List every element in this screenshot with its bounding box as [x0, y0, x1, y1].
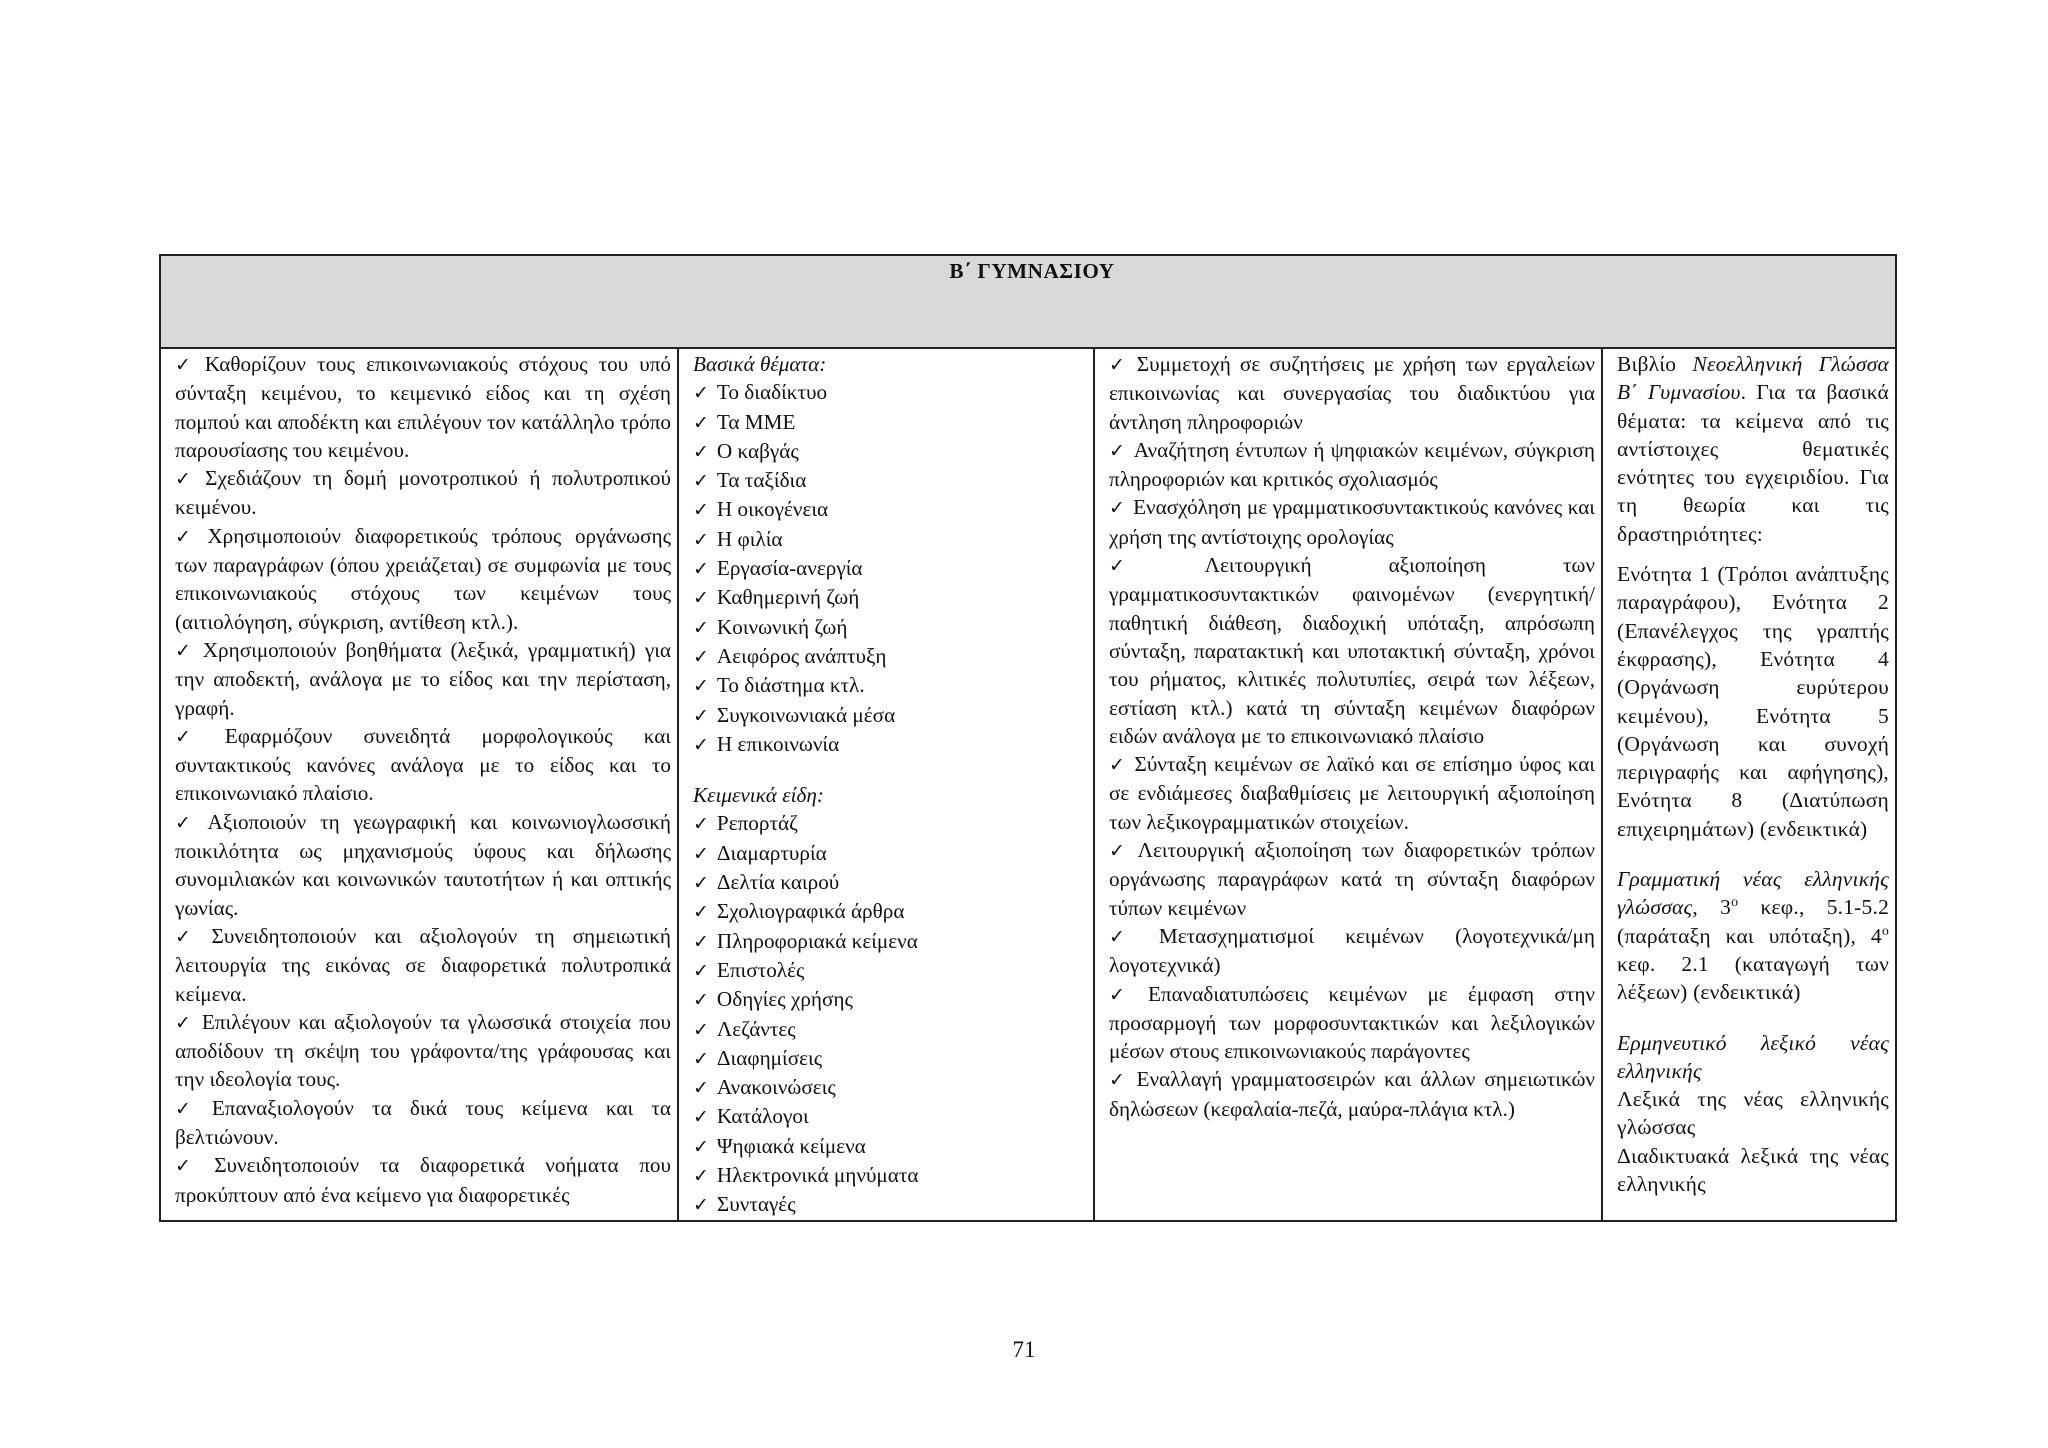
activity-item: ✓ Αναζήτηση έντυπων ή ψηφιακών κειμένων, σύγκριση πληροφοριών και κριτικός σχολιασμός [1109, 437, 1596, 492]
check-mark-icon: ✓ [693, 528, 709, 551]
units-reference: Ενότητα 1 (Τρόποι ανάπτυξης παραγράφου), Ενότητα 2 (Επανέλεγχος της γραπτής έκφρασης), Ενότητα 4 (Οργάνωση ευρύτερου κειμένου), Ενότητα 5 (Οργάνωση και συνοχή περιγραφής και αφήγησης), Ενότητα 8 (Διατύπωση επιχειρημάτων) (ενδεικτικά) [1617, 562, 1890, 841]
check-mark-icon: ✓ [175, 925, 204, 948]
check-mark-icon: ✓ [693, 1047, 709, 1070]
activity-item: ✓ Συμμετοχή σε συζητήσεις με χρήση των εργαλείων επικοινωνίας και συνεργασίας του διαδικτύου για άντληση πληροφοριών [1109, 352, 1596, 434]
check-mark-icon: ✓ [1109, 925, 1151, 948]
resources-column [1602, 348, 1896, 1221]
list-item: ✓ Αειφόρος ανάπτυξη [693, 643, 887, 668]
check-mark-icon: ✓ [693, 1194, 709, 1217]
check-mark-icon: ✓ [693, 675, 709, 698]
list-item: ✓ Εργασία-ανεργία [693, 556, 863, 581]
check-mark-icon: ✓ [693, 704, 709, 727]
list-item: ✓ Ηλεκτρονικά μηνύματα [693, 1163, 919, 1188]
list-item: ✓ Ρεπορτάζ [693, 811, 798, 836]
check-mark-icon: ✓ [693, 1106, 709, 1129]
check-mark-icon: ✓ [693, 1165, 709, 1188]
objective-item: ✓ Εφαρμόζουν συνειδητά μορφολογικούς και συντακτικούς κανόνες ανάλογα με το είδος και το επικοινωνιακό πλαίσιο. [175, 723, 671, 806]
page-number: 71 [1012, 1337, 1036, 1362]
table-header-row [160, 255, 1896, 348]
check-mark-icon: ✓ [175, 811, 200, 834]
spacer [1617, 843, 1889, 865]
check-mark-icon: ✓ [693, 616, 709, 639]
check-mark-icon: ✓ [175, 468, 198, 491]
topics-column [678, 348, 1094, 1221]
online-dictionaries-reference: Διαδικτυακά λεξικά της νέας ελληνικής [1617, 1143, 1890, 1197]
list-item: ✓ Διαφημίσεις [693, 1045, 823, 1070]
grade-title: Β΄ ΓΥΜΝΑΣΙΟΥ [160, 255, 1896, 348]
activity-item: ✓ Εναλλαγή γραμματοσειρών και άλλων σημειωτικών δηλώσεων (κεφαλαία-πεζά, μαύρα-πλάγια κτλ.) [1109, 1067, 1595, 1121]
check-mark-icon: ✓ [1109, 754, 1127, 777]
dictionary-title: Ερμηνευτικό λεξικό νέας ελληνικής [1617, 1030, 1890, 1083]
activity-item: ✓ Επαναδιατυπώσεις κειμένων με έμφαση στην προσαρμογή των μορφοσυντακτικών και λεξιλογικών μέσων στους επικοινωνιακούς παράγοντες [1109, 981, 1595, 1064]
list-item: ✓ Τα ταξίδια [693, 468, 807, 493]
check-mark-icon: ✓ [693, 411, 709, 434]
activity-item: ✓ Λειτουργική αξιοποίηση των διαφορετικών τρόπων οργάνωσης παραγράφων κατά τη σύνταξη διαφόρων τύπων κειμένων [1109, 838, 1595, 920]
objective-item: ✓ Χρησιμοποιούν βοηθήματα (λεξικά, γραμματική) για την αποδεκτή, ανάλογα με το είδος και την περίσταση, γραφή. [175, 637, 671, 720]
spacer [1617, 548, 1889, 560]
textbook-title: Νεοελληνική Γλώσσα Β΄ Γυμνασίου [1617, 352, 1889, 405]
check-mark-icon: ✓ [1109, 439, 1126, 462]
check-mark-icon: ✓ [1109, 840, 1130, 863]
curriculum-table [159, 254, 1897, 1222]
spacer [1617, 1007, 1889, 1029]
check-mark-icon: ✓ [175, 639, 195, 662]
list-item: ✓ Ο καβγάς [693, 438, 799, 463]
check-mark-icon: ✓ [175, 725, 217, 748]
check-mark-icon: ✓ [175, 1011, 194, 1034]
check-mark-icon: ✓ [693, 930, 709, 953]
check-mark-icon: ✓ [693, 645, 709, 668]
check-mark-icon: ✓ [693, 382, 709, 405]
grammar-reference: Γραμματική νέας ελληνικής γλώσσας, $3^o$ κεφ., 5.1-5.2 (παράταξη και υπόταξη), $4^o$ κεφ. 2.1 (καταγωγή των λέξεων) (ενδεικτικά) [1617, 867, 1890, 1005]
objective-item: ✓ Σχεδιάζουν τη δομή μονοτροπικού ή πολυτροπικού κειμένου. [175, 466, 671, 520]
list-item: ✓ Δελτία καιρού [693, 870, 840, 895]
basic-topics-list [693, 378, 1087, 759]
check-mark-icon: ✓ [1109, 983, 1140, 1006]
check-mark-icon: ✓ [693, 813, 709, 836]
check-mark-icon: ✓ [175, 525, 200, 548]
spacer [693, 759, 1087, 781]
activities-column [1094, 348, 1602, 1221]
check-mark-icon: ✓ [693, 959, 709, 982]
check-mark-icon: ✓ [693, 901, 709, 924]
activity-item: ✓ Ενασχόληση με γραμματικοσυντακτικούς κανόνες και χρήση της αντίστοιχης ορολογίας [1109, 495, 1596, 549]
objective-item: ✓ Επαναξιολογούν τα δικά τους κείμενα και τα βελτιώνουν. [175, 1095, 671, 1150]
list-item: ✓ Κοινωνική ζωή [693, 614, 848, 639]
genres-label: Κειμενικά είδη: [693, 783, 824, 808]
list-item: ✓ Επιστολές [693, 957, 805, 982]
objective-item: ✓ Συνειδητοποιούν τα διαφορετικά νοήματα που προκύπτουν από ένα κείμενο για διαφορετικές [175, 1153, 672, 1207]
check-mark-icon: ✓ [693, 1018, 709, 1041]
check-mark-icon: ✓ [693, 470, 709, 493]
check-mark-icon: ✓ [693, 1077, 709, 1100]
check-mark-icon: ✓ [693, 587, 709, 610]
check-mark-icon: ✓ [693, 440, 709, 463]
basic-topics-label: Βασικά θέματα: [693, 352, 827, 376]
check-mark-icon: ✓ [1109, 1069, 1129, 1092]
grammar-title: Γραμματική νέας ελληνικής γλώσσας [1617, 867, 1890, 920]
check-mark-icon: ✓ [693, 733, 709, 756]
list-item: ✓ Ανακοινώσεις [693, 1075, 836, 1100]
activity-item: ✓ Λειτουργική αξιοποίηση των γραμματικοσυντακτικών φαινομένων (ενεργητική/παθητική διάθεση, διαδοχική υπόταξη, απρόσωπη σύνταξη, παρατακτική και υποτακτική σύνταξη, χρόνοι του ρήματος, κλιτικές πολυτυπίες, σειρά των λέξεων, εστίαση κτλ.) κατά τη σύνταξη κειμένων διαφόρων ειδών ανάλογα με το επικοινωνιακό πλαίσιο [1109, 553, 1596, 748]
check-mark-icon: ✓ [1109, 354, 1129, 376]
activity-item: ✓ Σύνταξη κειμένων σε λαϊκό και σε επίσημο ύφος και σε ενδιάμεσες διαβαθμίσεις με λειτουργική αξιοποίηση των λεξικογραμματικών στοιχείων. [1109, 752, 1596, 834]
objective-item: ✓ Αξιοποιούν τη γεωγραφική και κοινωνιογλωσσική ποικιλότητα ως μηχανισμούς ύφους και δήλωσης συνομιλιακών και κοινωνικών ταυτοτήτων ή και οπτικής γωνίας. [175, 809, 671, 920]
list-item: ✓ Το διάστημα κτλ. [693, 673, 865, 698]
list-item: ✓ Η επικοινωνία [693, 731, 840, 756]
check-mark-icon: ✓ [693, 558, 709, 581]
list-item: ✓ Η φιλία [693, 526, 783, 551]
list-item: ✓ Κατάλογοι [693, 1104, 809, 1129]
check-mark-icon: ✓ [693, 989, 709, 1012]
genres-list [693, 809, 1087, 1219]
check-mark-icon: ✓ [693, 842, 709, 865]
list-item: ✓ Συνταγές [693, 1192, 796, 1217]
objective-item: ✓ Καθορίζουν τους επικοινωνιακούς στόχους του υπό σύνταξη κειμένου, το κειμενικό είδος και τη σχέση πομπού και αποδέκτη και επιλέγουν τον κατάλληλο τρόπο παρουσίασης του κειμένου. [175, 352, 672, 462]
textbook-reference: Βιβλίο Νεοελληνική Γλώσσα Β΄ Γυμνασίου. Για τα βασικά θέματα: τα κείμενα από τις αντίστοιχες θεματικές ενότητες του εγχειριδίου. Για τη θεωρία και τις δραστηριότητες: [1617, 352, 1890, 546]
objective-item: ✓ Χρησιμοποιούν διαφορετικούς τρόπους οργάνωσης των παραγράφων (όπου χρειάζεται) σε συμφωνία με τους επικοινωνιακούς στόχους των κειμένων τους (αιτιολόγηση, σύγκριση, αντίθεση κτλ.). [175, 523, 671, 634]
check-mark-icon: ✓ [693, 1135, 709, 1158]
table-content-row [160, 348, 1896, 1221]
list-item: ✓ Σχολιογραφικά άρθρα [693, 899, 905, 924]
list-item: ✓ Καθημερινή ζωή [693, 585, 860, 610]
list-item: ✓ Η οικογένεια [693, 497, 829, 522]
dictionaries-reference: Λεξικά της νέας ελληνικής γλώσσας [1617, 1087, 1890, 1140]
activity-item: ✓ Μετασχηματισμοί κειμένων (λογοτεχνικά/μη λογοτεχνικά) [1109, 923, 1595, 978]
list-item: ✓ Πληροφοριακά κείμενα [693, 928, 918, 953]
list-item: ✓ Οδηγίες χρήσης [693, 987, 853, 1012]
objective-item: ✓ Συνειδητοποιούν και αξιολογούν τη σημειωτική λειτουργία της εικόνας σε διαφορετικά πολυτροπικά κείμενα. [175, 923, 672, 1006]
check-mark-icon: ✓ [175, 1155, 207, 1178]
list-item: ✓ Διαμαρτυρία [693, 840, 827, 865]
check-mark-icon: ✓ [693, 499, 709, 522]
objectives-column [160, 348, 678, 1221]
check-mark-icon: ✓ [1109, 497, 1126, 520]
list-item: ✓ Το διαδίκτυο [693, 380, 828, 405]
check-mark-icon: ✓ [1109, 555, 1197, 578]
check-mark-icon: ✓ [175, 1097, 204, 1120]
check-mark-icon: ✓ [693, 872, 709, 895]
list-item: ✓ Συγκοινωνιακά μέσα [693, 702, 896, 727]
check-mark-icon: ✓ [175, 354, 197, 376]
list-item: ✓ Τα ΜΜΕ [693, 409, 796, 434]
list-item: ✓ Ψηφιακά κείμενα [693, 1133, 866, 1158]
list-item: ✓ Λεζάντες [693, 1016, 796, 1041]
objective-item: ✓ Επιλέγουν και αξιολογούν τα γλωσσικά στοιχεία που αποδίδουν τη σκέψη του γράφοντα/της γράφουσας και την ιδεολογία τους. [175, 1009, 671, 1092]
